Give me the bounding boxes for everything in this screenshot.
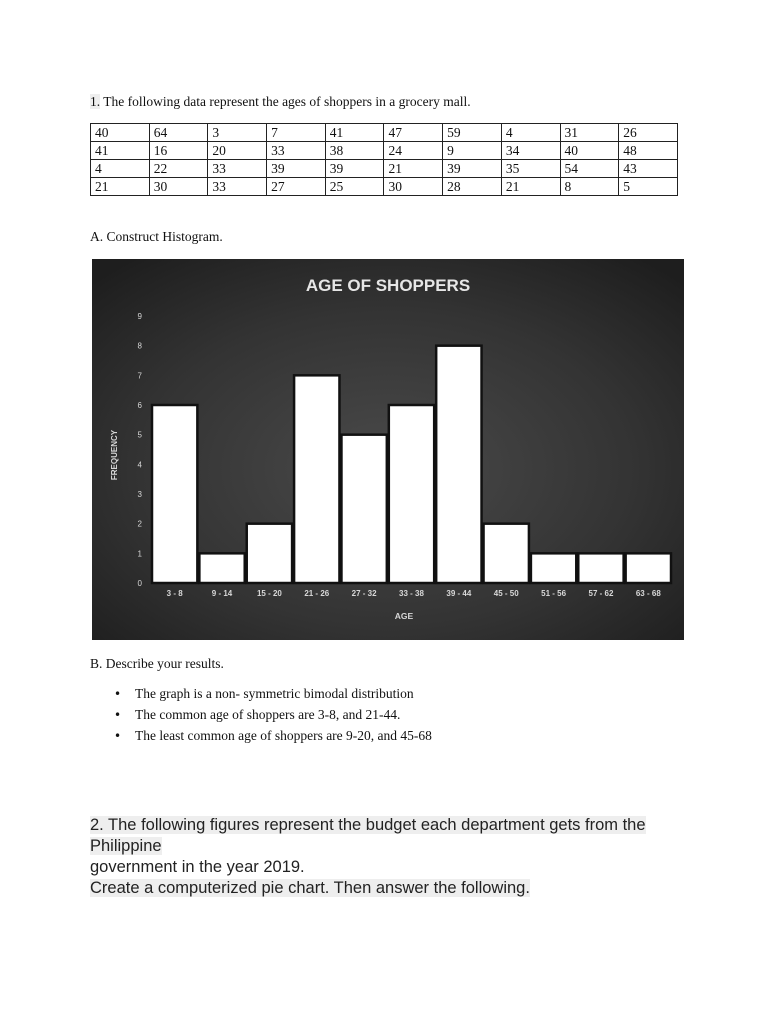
- table-cell: 5: [619, 178, 678, 196]
- table-cell: 30: [384, 178, 443, 196]
- table-cell: 21: [384, 160, 443, 178]
- table-cell: 35: [501, 160, 560, 178]
- x-tick-label: 39 - 44: [446, 589, 472, 598]
- table-cell: 43: [619, 160, 678, 178]
- table-cell: 47: [384, 124, 443, 142]
- histogram-chart: [92, 259, 684, 640]
- histogram-bar: [199, 553, 244, 583]
- table-cell: 41: [91, 142, 150, 160]
- x-tick-label: 15 - 20: [256, 589, 282, 598]
- list-item-text: The least common age of shoppers are 9-20, and 45-68: [135, 728, 432, 743]
- histogram-bar: [152, 405, 197, 583]
- histogram-bar: [341, 435, 386, 583]
- table-cell: 8: [560, 178, 619, 196]
- table-cell: 22: [149, 160, 208, 178]
- table-cell: 39: [443, 160, 502, 178]
- y-axis-label: FREQUENCY: [110, 429, 119, 481]
- part-a-label: A. Construct Histogram.: [90, 229, 223, 244]
- y-tick-label: 1: [137, 549, 142, 559]
- table-cell: 3: [208, 124, 267, 142]
- table-cell: 4: [501, 124, 560, 142]
- table-cell: 40: [560, 142, 619, 160]
- histogram-bar: [294, 375, 339, 583]
- table-cell: 48: [619, 142, 678, 160]
- table-cell: 20: [208, 142, 267, 160]
- list-item-text: The graph is a non- symmetric bimodal distribution: [135, 686, 414, 701]
- table-cell: 40: [91, 124, 150, 142]
- table-cell: 33: [267, 142, 326, 160]
- question-2-line-3: Create a computerized pie chart. Then answer the following.: [90, 879, 530, 897]
- x-axis-label: AGE: [394, 611, 414, 621]
- table-cell: 33: [208, 160, 267, 178]
- y-tick-label: 6: [137, 401, 142, 410]
- y-tick-label: 8: [137, 341, 142, 351]
- y-tick-label: 5: [137, 430, 142, 440]
- table-cell: 21: [91, 178, 150, 196]
- table-cell: 26: [619, 124, 678, 142]
- y-tick-label: 7: [137, 371, 142, 381]
- x-tick-label: 21 - 26: [304, 589, 330, 598]
- table-row: [91, 124, 678, 142]
- table-cell: 34: [501, 142, 560, 160]
- table-row: [91, 178, 678, 196]
- table-cell: 39: [325, 160, 384, 178]
- table-cell: 27: [267, 178, 326, 196]
- histogram-svg: [92, 259, 684, 640]
- table-cell: 28: [443, 178, 502, 196]
- histogram-bar: [626, 553, 671, 583]
- histogram-bar: [484, 524, 529, 583]
- bullet-icon: •: [114, 687, 122, 701]
- part-b-label: B. Describe your results.: [90, 656, 224, 671]
- list-item: [90, 684, 432, 705]
- table-row: [91, 160, 678, 178]
- table-cell: 64: [149, 124, 208, 142]
- question-1-number: 1.: [90, 94, 101, 109]
- x-tick-label: 51 - 56: [541, 589, 567, 598]
- histogram-bar: [389, 405, 434, 583]
- x-tick-label: 9 - 14: [211, 589, 233, 598]
- table-cell: 9: [443, 142, 502, 160]
- x-tick-label: 57 - 62: [588, 589, 614, 598]
- list-item: [90, 726, 432, 747]
- chart-title: AGE OF SHOPPERS: [305, 276, 471, 295]
- table-cell: 31: [560, 124, 619, 142]
- y-tick-label: 4: [137, 460, 142, 470]
- question-2-line-1: 2. The following figures represent the budget each department gets from the Philippine: [90, 816, 646, 855]
- question-1-text: [90, 94, 471, 110]
- table-cell: 7: [267, 124, 326, 142]
- y-tick-label: 9: [137, 312, 142, 321]
- table-cell: 24: [384, 142, 443, 160]
- y-tick-label: 0: [137, 579, 142, 588]
- list-item: [90, 705, 432, 726]
- results-list: [90, 684, 432, 747]
- x-tick-label: 63 - 68: [635, 589, 661, 598]
- bullet-icon: •: [114, 729, 122, 743]
- histogram-bar: [436, 346, 481, 583]
- x-tick-label: 3 - 8: [166, 589, 183, 598]
- table-cell: 21: [501, 178, 560, 196]
- y-tick-label: 2: [137, 519, 142, 529]
- histogram-bar: [578, 553, 623, 583]
- table-cell: 41: [325, 124, 384, 142]
- table-cell: 16: [149, 142, 208, 160]
- table-cell: 39: [267, 160, 326, 178]
- ages-data-table: [90, 123, 678, 196]
- table-row: [91, 142, 678, 160]
- table-cell: 4: [91, 160, 150, 178]
- x-tick-label: 27 - 32: [351, 589, 377, 598]
- table-cell: 54: [560, 160, 619, 178]
- table-cell: 59: [443, 124, 502, 142]
- bullet-icon: •: [114, 708, 122, 722]
- question-1-prompt: The following data represent the ages of shoppers in a grocery mall.: [100, 94, 471, 109]
- histogram-bar: [531, 553, 576, 583]
- histogram-bar: [247, 524, 292, 583]
- y-tick-label: 3: [137, 490, 142, 499]
- question-2-line-2: government in the year 2019.: [90, 858, 305, 876]
- list-item-text: The common age of shoppers are 3-8, and 21-44.: [135, 707, 401, 722]
- table-cell: 38: [325, 142, 384, 160]
- table-cell: 25: [325, 178, 384, 196]
- table-cell: 33: [208, 178, 267, 196]
- x-tick-label: 33 - 38: [399, 589, 424, 598]
- question-2-text: [90, 815, 710, 899]
- x-tick-label: 45 - 50: [493, 589, 519, 598]
- table-cell: 30: [149, 178, 208, 196]
